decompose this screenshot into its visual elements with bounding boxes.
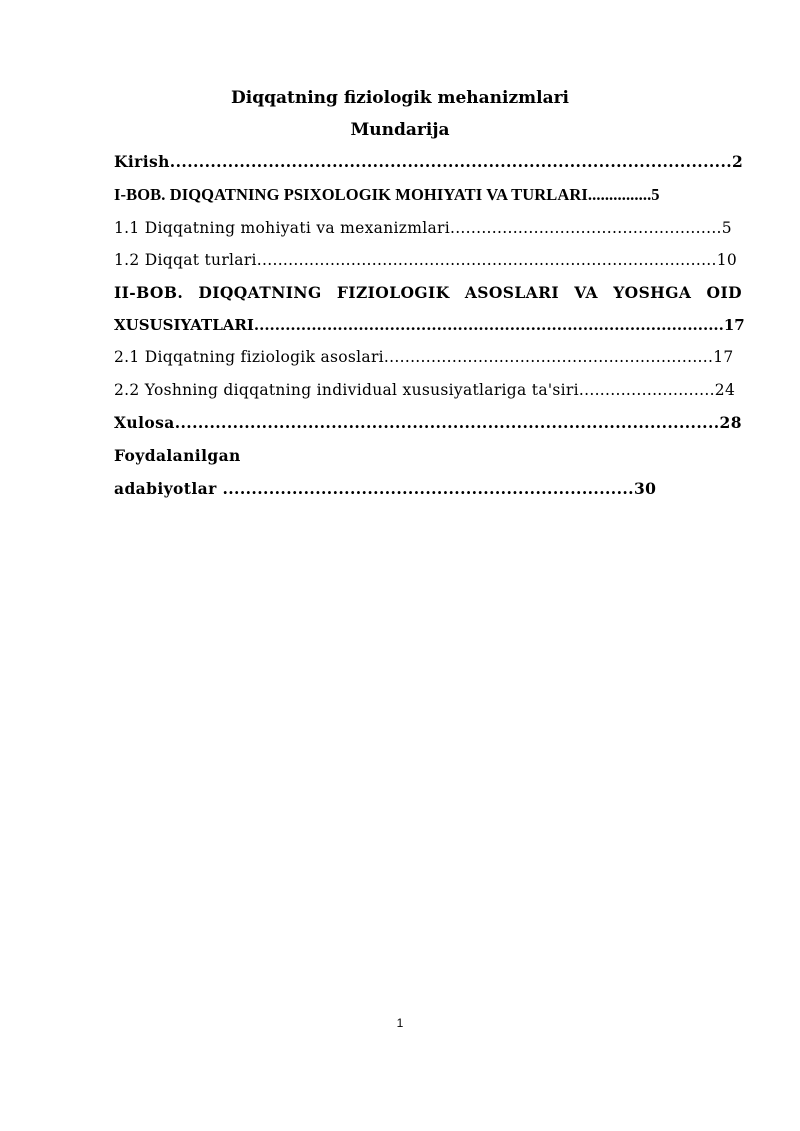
toc-entry-1-2: 1.2 Diqqat turlari........................................................................................10 bbox=[114, 251, 738, 269]
toc-entry-bob2-line2: XUSUSIYATLARI..........................................................................................17 bbox=[114, 316, 745, 334]
toc-entry-xulosa: Xulosa..............................................................................................28 bbox=[114, 413, 742, 432]
toc-heading: Mundarija bbox=[350, 120, 450, 140]
toc-entry-2-1: 2.1 Diqqatning fiziologik asoslari...............................................................17 bbox=[114, 348, 734, 366]
toc-word: ASOSLARI bbox=[464, 283, 560, 302]
document-title: Diqqatning fiziologik mehanizmlari bbox=[231, 88, 569, 108]
toc-entry-bob1: I-BOB. DIQQATNING PSIXOLOGIK MOHIYATI VA TURLARI...............5 bbox=[114, 185, 660, 204]
toc-word: II-BOB. bbox=[114, 283, 184, 302]
toc-word: DIQQATNING bbox=[198, 283, 322, 302]
toc-entry-foydalanilgan-line1: Foydalanilgan bbox=[114, 446, 241, 465]
toc-word: FIZIOLOGIK bbox=[336, 283, 450, 302]
toc-entry-bob2-line1 bbox=[114, 283, 742, 303]
toc-entry-2-2: 2.2 Yoshning diqqatning individual xususiyatlariga ta'siri..........................24 bbox=[114, 381, 736, 399]
toc-word: YOSHGA bbox=[613, 283, 692, 302]
toc-entry-1-1: 1.1 Diqqatning mohiyati va mexanizmlari....................................................5 bbox=[114, 219, 732, 237]
toc-word: VA bbox=[574, 283, 598, 302]
page-number: 1 bbox=[396, 1016, 404, 1030]
toc-entry-foydalanilgan-line2: adabiyotlar .......................................................................30 bbox=[114, 479, 657, 498]
toc-word: OID bbox=[706, 283, 742, 302]
toc-entry-kirish: Kirish.................................................................................................2 bbox=[114, 152, 744, 171]
